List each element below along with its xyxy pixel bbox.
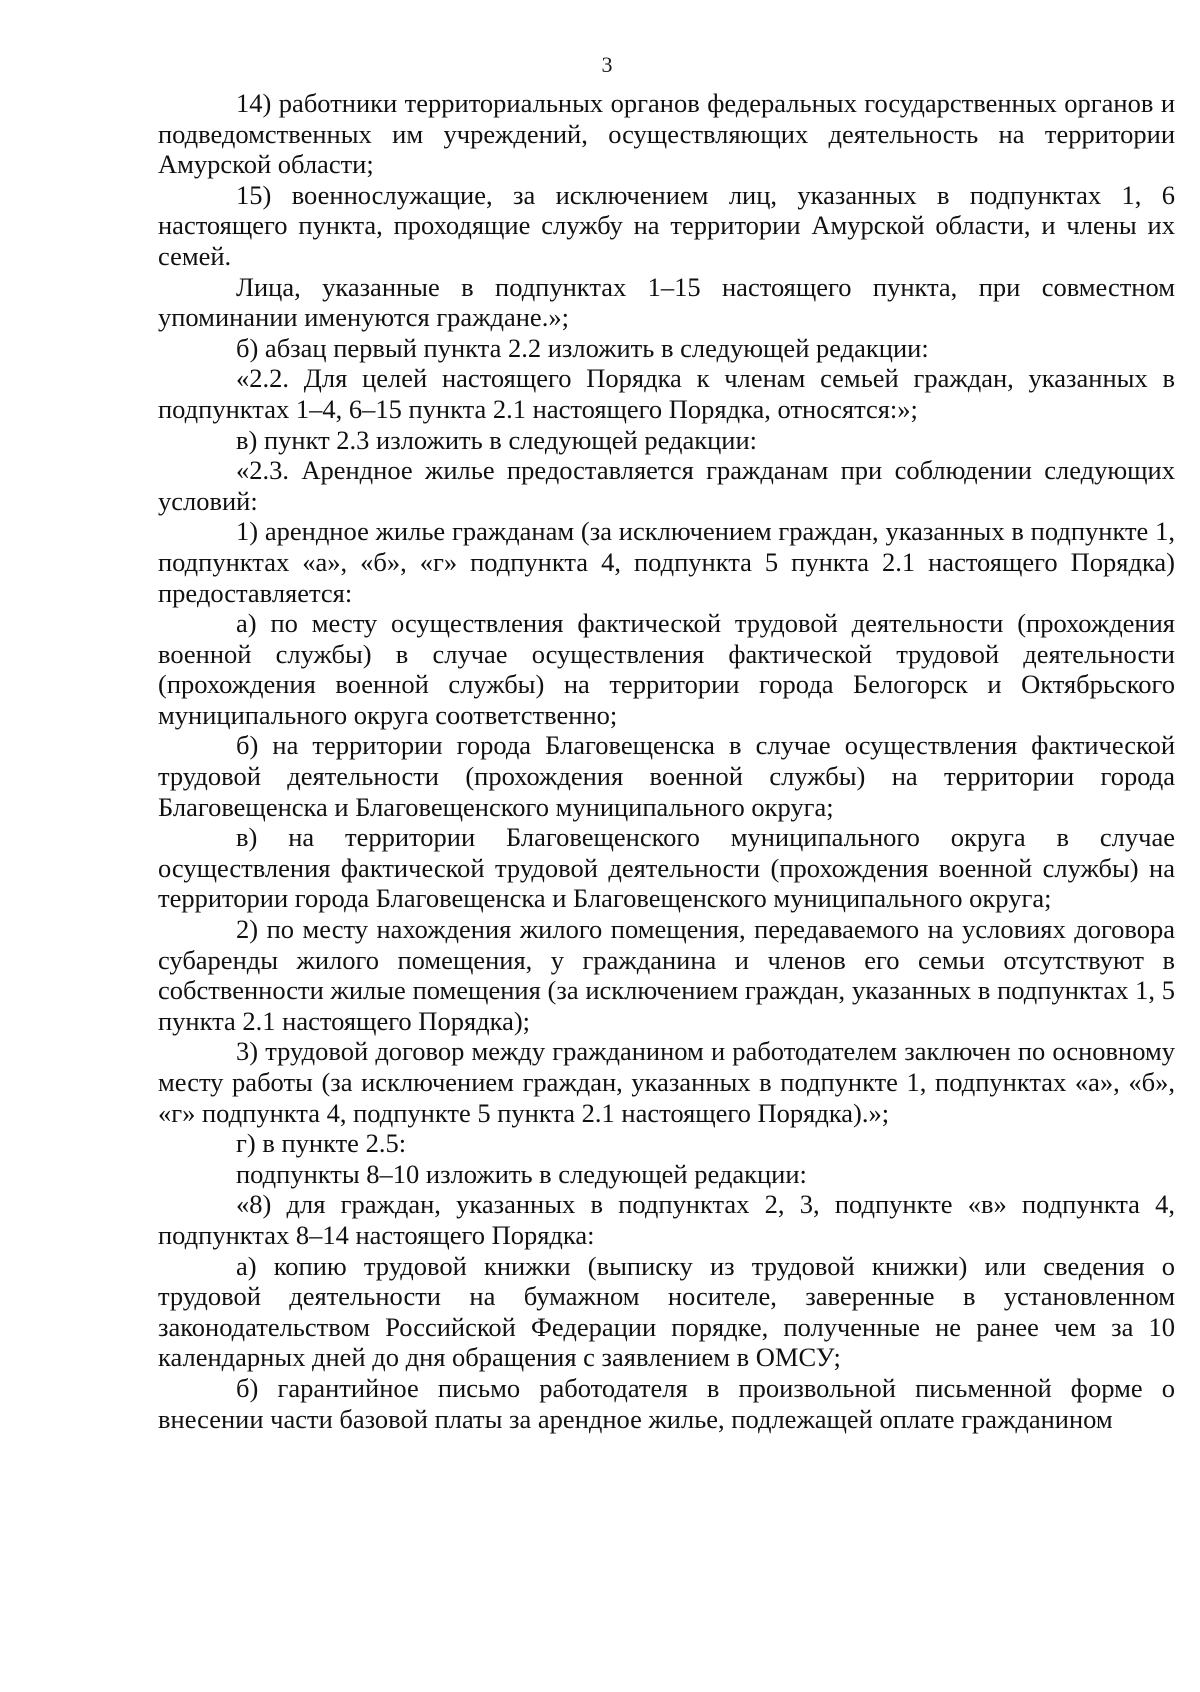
- paragraph-15: 15) военнослужащие, за исключением лиц, указанных в подпунктах 1, 6 настоящего пункта, проходящие службу на территории Амурской области, и члены их семей.: [158, 179, 1175, 271]
- paragraph-g-2-5: г) в пункте 2.5:: [236, 1128, 407, 1159]
- paragraph-citizens-definition: Лица, указанные в подпунктах 1–15 настоящего пункта, при совместном упоминании именуются граждане.»;: [158, 271, 1175, 333]
- paragraph-condition-1v: в) на территории Благовещенского муниципального округа в случае осуществления фактической трудовой деятельности (прохождения военной службы) на территории города Благовещенска и Благовещенского муниципального округа;: [158, 822, 1175, 914]
- paragraph-2-3-text: «2.3. Арендное жилье предоставляется гражданам при соблюдении следующих условий:: [158, 455, 1175, 516]
- paragraph-condition-1b: б) на территории города Благовещенска в случае осуществления фактической трудовой деятельности (прохождения военной службы) на территории города Благовещенска и Благовещенского муниципального округа;: [158, 730, 1175, 822]
- page-number: 3: [601, 52, 613, 77]
- paragraph-2-2-text: «2.2. Для целей настоящего Порядка к членам семьей граждан, указанных в подпунктах 1–4, 6–15 пункта 2.1 настоящего Порядка, относятся:»;: [158, 363, 1175, 424]
- paragraph-condition-1: 1) арендное жилье гражданам (за исключением граждан, указанных в подпункте 1, подпунктах «а», «б», «г» подпункта 4, подпункта 5 пункта 2.1 настоящего Порядка) предоставляется:: [158, 516, 1175, 608]
- paragraph-14: 14) работники территориальных органов федеральных государственных органов и подведомственных им учреждений, осуществляющих деятельность на территории Амурской области;: [158, 88, 1175, 180]
- paragraph-v-2-3: в) пункт 2.3 изложить в следующей редакции:: [236, 424, 758, 455]
- paragraph-8: «8) для граждан, указанных в подпунктах 2, 3, подпункте «в» подпункта 4, подпунктах 8–14 настоящего Порядка:: [158, 1189, 1175, 1250]
- paragraph-condition-3: 3) трудовой договор между гражданином и работодателем заключен по основному месту работы (за исключением граждан, указанных в подпункте 1, подпунктах «а», «б», «г» подпункта 4, подпункте 5 пункта 2.1 настоящего Порядка).»;: [158, 1036, 1175, 1128]
- paragraph-condition-1a: а) по месту осуществления фактической трудовой деятельности (прохождения военной службы) в случае осуществления фактической трудовой деятельности (прохождения военной службы) на территории города Белогорск и Октябрьского муниципального округа соответственно;: [158, 608, 1175, 730]
- paragraph-8b: б) гарантийное письмо работодателя в произвольной письменной форме о внесении части базовой платы за арендное жилье, подлежащей оплате гражданином: [158, 1372, 1175, 1434]
- document-body: [158, 88, 1175, 1434]
- paragraph-b-2-2: б) абзац первый пункта 2.2 изложить в следующей редакции:: [236, 332, 929, 363]
- paragraph-subpoints-8-10: подпункты 8–10 изложить в следующей редакции:: [236, 1158, 807, 1189]
- paragraph-condition-2: 2) по месту нахождения жилого помещения, передаваемого на условиях договора субаренды жилого помещения, у гражданина и членов его семьи отсутствуют в собственности жилые помещения (за исключением граждан, указанных в подпунктах 1, 5 пункта 2.1 настоящего Порядка);: [158, 914, 1175, 1036]
- paragraph-8a: а) копию трудовой книжки (выписку из трудовой книжки) или сведения о трудовой деятельности на бумажном носителе, заверенные в установленном законодательством Российской Федерации порядке, полученные не ранее чем за 10 календарных дней до дня обращения с заявлением в ОМСУ;: [158, 1250, 1175, 1373]
